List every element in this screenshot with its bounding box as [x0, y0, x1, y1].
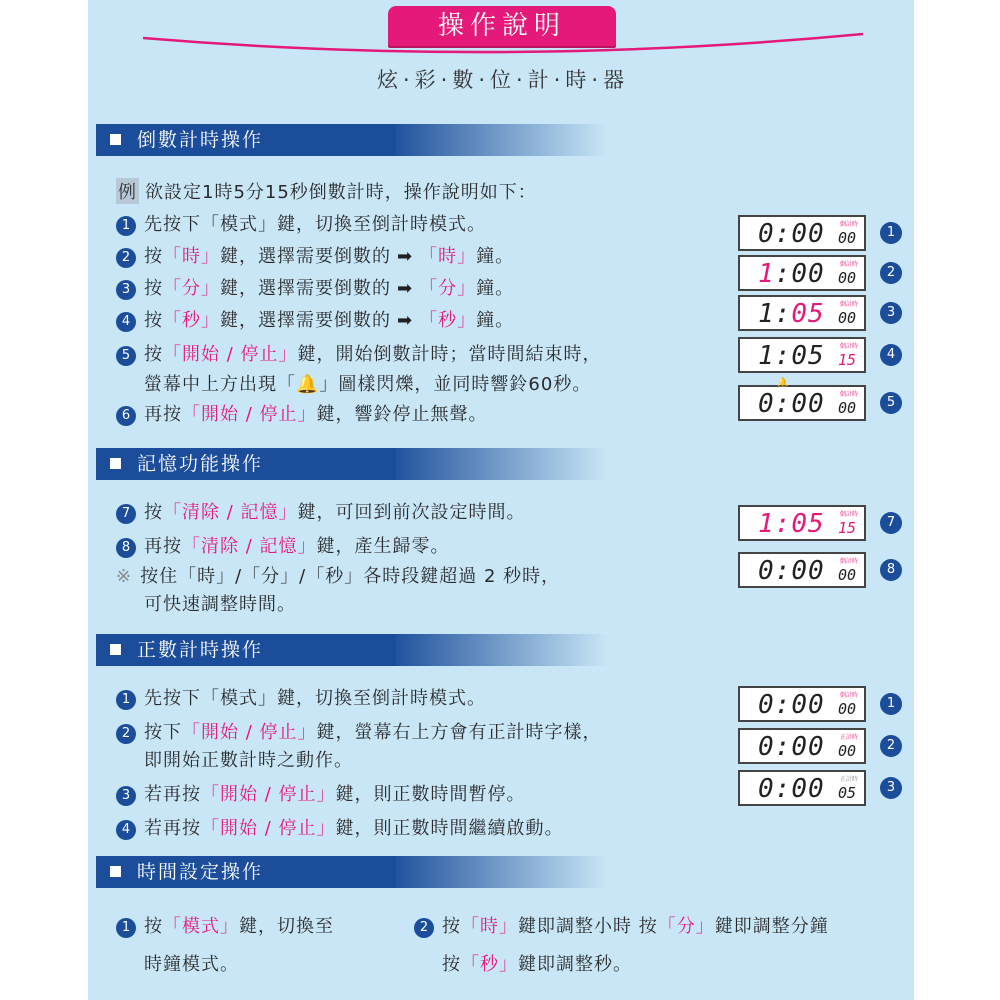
display-number: 2 — [880, 262, 902, 284]
countdown-example: 例 欲設定1時5分15秒倒數計時，操作說明如下： — [116, 178, 537, 204]
memory-note-cont: 可快速調整時間。 — [144, 594, 296, 615]
memory-step-7: 7 按「清除 / 記憶」鍵，可回到前次設定時間。 — [116, 498, 526, 524]
instruction-panel — [88, 0, 914, 1000]
bell-icon: 🔔 — [296, 374, 320, 395]
square-icon — [110, 458, 121, 469]
timeset-left: 1 按「模式」鍵，切換至 — [116, 912, 334, 938]
arrow-right-icon: ➡ — [397, 278, 414, 299]
section-fade — [388, 634, 608, 666]
section-fade — [388, 448, 608, 480]
countup-step-4: 4 若再按「開始 / 停止」鍵，則正數時間繼續啟動。 — [116, 814, 564, 840]
display-number: 3 — [880, 302, 902, 324]
display-number: 3 — [880, 777, 902, 799]
timeset-right-cont: 按「秒」鍵即調整秒。 — [442, 954, 632, 975]
arrow-right-icon: ➡ — [397, 246, 414, 267]
display-number: 7 — [880, 512, 902, 534]
section-header-countup: 正數計時操作 — [96, 634, 396, 666]
memory-step-8: 8 再按「清除 / 記憶」鍵，產生歸零。 — [116, 532, 450, 558]
subtitle: 炫 · 彩 · 數 · 位 · 計 · 時 · 器 — [376, 68, 626, 92]
countdown-step-1: 1 先按下「模式」鍵，切換至倒計時模式。 — [116, 210, 486, 236]
section-header-countdown: 倒數計時操作 — [96, 124, 396, 156]
section-fade — [388, 856, 608, 888]
countup-step-2: 2 按下「開始 / 停止」鍵，螢幕右上方會有正計時字樣， — [116, 718, 602, 744]
countdown-step-5: 5 按「開始 / 停止」鍵，開始倒數計時；當時間結束時， — [116, 340, 602, 366]
lcd-display: 0:00 倒計時 00 — [738, 215, 866, 251]
section-header-timeset: 時間設定操作 — [96, 856, 396, 888]
countdown-step-3: 3 按「分」鍵，選擇需要倒數的 ➡ 「分」鐘。 — [116, 274, 514, 300]
countdown-step-4: 4 按「秒」鍵，選擇需要倒數的 ➡ 「秒」鐘。 — [116, 306, 514, 332]
lcd-display: 0:00 正計時 00 — [738, 728, 866, 764]
lcd-display: 1:05 倒計時 15 — [738, 505, 866, 541]
countup-step-3: 3 若再按「開始 / 停止」鍵，則正數時間暫停。 — [116, 780, 526, 806]
countdown-step-6: 6 再按「開始 / 停止」鍵，響鈴停止無聲。 — [116, 400, 488, 426]
display-number: 4 — [880, 344, 902, 366]
lcd-display: 1:05 倒計時 00 — [738, 295, 866, 331]
lcd-display: 0:00 倒計時 00 — [738, 552, 866, 588]
lcd-display: 0:00 倒計時 00 — [738, 686, 866, 722]
countup-step-2-cont: 即開始正數計時之動作。 — [144, 750, 353, 771]
display-number: 1 — [880, 222, 902, 244]
square-icon — [110, 644, 121, 655]
lcd-display: 1:05 倒計時 15 — [738, 337, 866, 373]
display-number: 8 — [880, 559, 902, 581]
display-number: 5 — [880, 392, 902, 414]
lcd-display: 1:00 倒計時 00 — [738, 255, 866, 291]
lcd-display: 🔔 0:00 倒計時 00 — [738, 385, 866, 421]
timeset-right: 2 按「時」鍵即調整小時 按「分」鍵即調整分鐘 — [414, 912, 829, 938]
square-icon — [110, 866, 121, 877]
countdown-step-5-cont: 螢幕中上方出現「🔔」圖樣閃爍，並同時響鈴60秒。 — [144, 374, 592, 395]
lcd-display: 0:00 正計時 05 — [738, 770, 866, 806]
arrow-right-icon: ➡ — [397, 310, 414, 331]
timeset-left-cont: 時鐘模式。 — [144, 954, 239, 975]
countdown-step-2: 2 按「時」鍵，選擇需要倒數的 ➡ 「時」鐘。 — [116, 242, 514, 268]
section-fade — [388, 124, 608, 156]
display-number: 2 — [880, 735, 902, 757]
memory-note: ※ 按住「時」/「分」/「秒」各時段鍵超過 2 秒時， — [116, 566, 561, 587]
bell-icon: 🔔 — [777, 378, 789, 388]
square-icon — [110, 134, 121, 145]
countup-step-1: 1 先按下「模式」鍵，切換至倒計時模式。 — [116, 684, 486, 710]
page-title: 操作說明 — [388, 6, 616, 46]
display-number: 1 — [880, 693, 902, 715]
section-header-memory: 記憶功能操作 — [96, 448, 396, 480]
